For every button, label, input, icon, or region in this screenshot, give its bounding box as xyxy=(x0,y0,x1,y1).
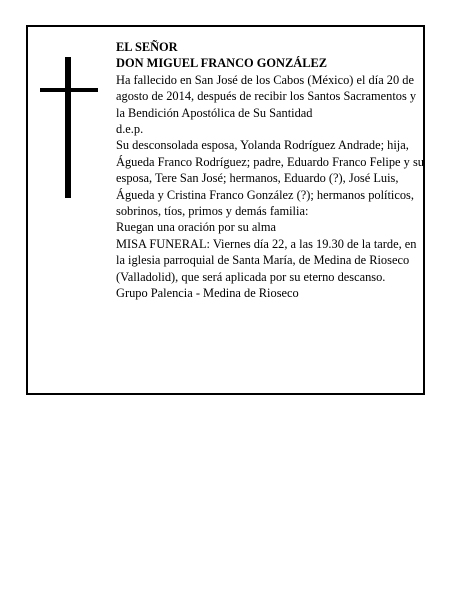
funeral-agency: Grupo Palencia - Medina de Rioseco xyxy=(116,286,299,301)
cross-horizontal-bar xyxy=(40,88,98,92)
notice-title: EL SEÑOR xyxy=(116,40,178,54)
notice-text xyxy=(116,39,424,302)
prayer-request: Ruegan una oración por su alma xyxy=(116,220,276,235)
latin-cross-icon xyxy=(40,57,98,198)
funeral-mass-details: MISA FUNERAL: Viernes día 22, a las 19.30 de la tarde, en la iglesia parroquial de Santa María, de Medina de Rioseco (Valladolid), que será aplicada por su eterno descanso. xyxy=(116,236,417,284)
rip-abbreviation: d.e.p. xyxy=(116,122,144,137)
death-announcement: Ha fallecido en San José de los Cabos (México) el día 20 de agosto de 2014, después de recibir los Santos Sacramentos y la Bendición Apostólica de Su Santidad xyxy=(116,72,417,120)
cross-vertical-bar xyxy=(65,57,71,198)
obituary-notice xyxy=(26,25,425,395)
family-members: Su desconsolada esposa, Yolanda Rodríguez Andrade; hija, Águeda Franco Rodríguez; padre, Eduardo Franco Felipe y su esposa, Tere San José; hermanos, Eduardo (?), José Luis, Águeda y Cristina Franco González (?); hermanos políticos, sobrinos, tíos, primos y demás familia: xyxy=(116,138,424,219)
deceased-name: DON MIGUEL FRANCO GONZÁLEZ xyxy=(116,56,328,71)
